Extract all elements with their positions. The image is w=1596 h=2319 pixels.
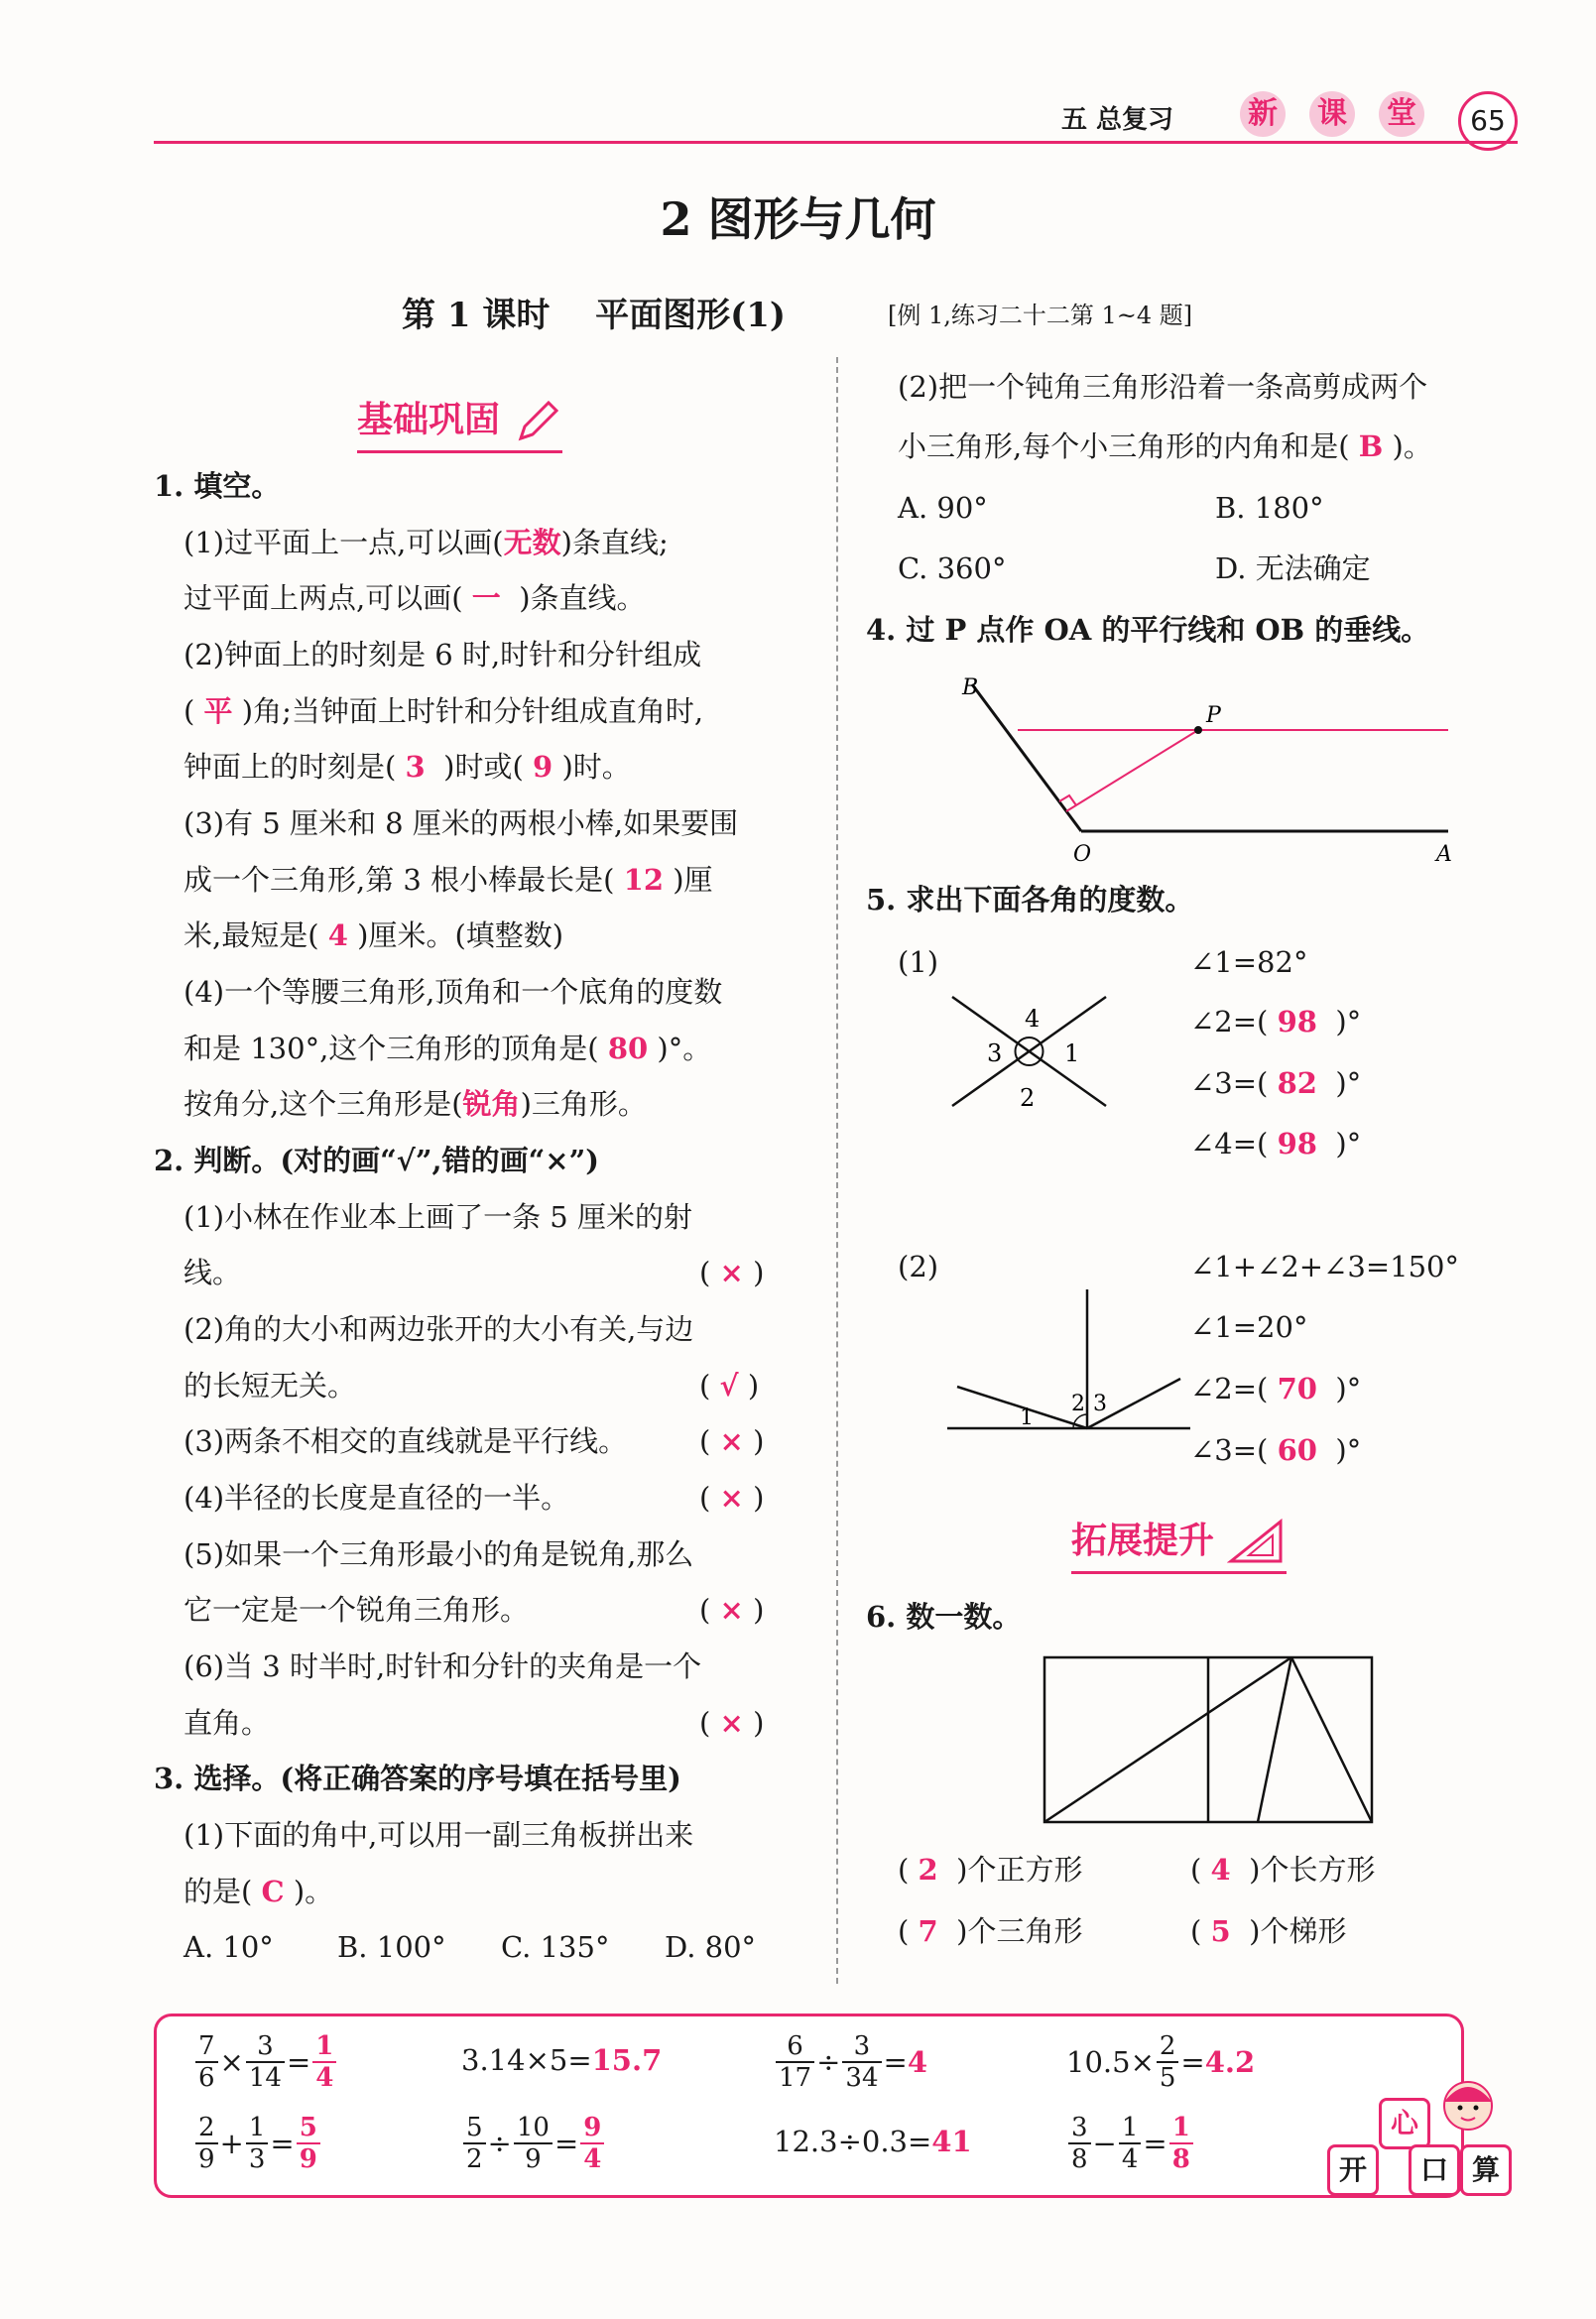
q2-item: 它一定是一个锐角三角形。 (184, 1593, 530, 1627)
q5-row: ∠4=( 98 )° (1190, 1127, 1362, 1160)
q5-row: ∠2=( 98 )° (1190, 1005, 1362, 1038)
header-rule (154, 141, 1518, 144)
svg-text:2: 2 (1020, 1084, 1036, 1112)
brand-char: 课 (1309, 91, 1355, 137)
q2-item: (5)如果一个三角形最小的角是锐角,那么 (184, 1537, 694, 1571)
q2-answer: ( × ) (699, 1256, 765, 1289)
q1-line: (2)钟面上的时刻是 6 时,时针和分针组成 (184, 638, 702, 671)
q2-answer: ( √ ) (699, 1369, 760, 1403)
q1-line: (1)过平面上一点,可以画(无数)条直线; (184, 526, 669, 559)
triangle-ruler-icon (1227, 1518, 1287, 1567)
pencil-icon (513, 397, 562, 446)
q3-line: (2)把一个钝角三角形沿着一条高剪成两个 (898, 370, 1428, 404)
q2-item: (6)当 3 时半时,时针和分针的夹角是一个 (184, 1649, 702, 1683)
label-A: A (1436, 842, 1452, 867)
q3-option: C. 135° (501, 1930, 610, 1964)
q6-row: ( 4 )个长方形 (1190, 1853, 1376, 1887)
q3-line: 的是( C )。 (184, 1875, 334, 1908)
section-tag-basic (357, 392, 562, 453)
q1-line: 成一个三角形,第 3 根小棒最长是( 12 )厘 (184, 863, 713, 897)
q2-item: 的长短无关。 (184, 1369, 357, 1403)
label-P: P (1206, 703, 1221, 728)
section-label: 五 总复习 (1061, 105, 1174, 135)
answer: 无数 (503, 526, 561, 559)
badge-char: 心 (1379, 2098, 1430, 2149)
answer: 3 (405, 750, 426, 784)
oral-item: 10.5× $\frac{2}{5}$ = 4.2 (1066, 2031, 1256, 2093)
q6-row: ( 5 )个梯形 (1190, 1914, 1347, 1948)
badge-char: 口 (1409, 2144, 1460, 2196)
brand-char: 堂 (1379, 91, 1424, 137)
svg-text:2: 2 (1071, 1392, 1085, 1416)
q4-title: 4. 过 P 点作 OA 的平行线和 OB 的垂线。 (866, 613, 1430, 647)
svg-text:1: 1 (1020, 1405, 1034, 1430)
tag-label: 拓展提升 (1071, 1521, 1215, 1561)
q5-given: ∠1=20° (1190, 1310, 1308, 1344)
answer: 平 (203, 694, 233, 728)
oral-item: $\frac{2}{9}$ + $\frac{1}{3}$ = $\frac{5}{9}$ (193, 2113, 322, 2174)
q3-title: 3. 选择。(将正确答案的序号填在括号里) (154, 1762, 681, 1795)
q3-option: C. 360° (898, 551, 1007, 585)
label-B: B (962, 675, 979, 700)
answer: 锐角 (462, 1087, 521, 1121)
oral-item: $\frac{7}{6}$ × $\frac{3}{14}$ = $\frac{1}{4}$ (193, 2031, 338, 2093)
q3-line: 小三角形,每个小三角形的内角和是( B )。 (898, 429, 1432, 463)
q1-line: 米,最短是( 4 )厘米。(填整数) (184, 918, 564, 952)
q3-option: A. 90° (898, 491, 988, 525)
q6-row: ( 2 )个正方形 (898, 1853, 1083, 1887)
chapter-title: 2 图形与几何 (660, 192, 936, 246)
oral-item: 12.3÷0.3= 41 (774, 2125, 972, 2158)
badge-char: 算 (1460, 2144, 1512, 2196)
q2-item: (3)两条不相交的直线就是平行线。 (184, 1424, 628, 1458)
q3-option: B. 180° (1215, 491, 1324, 525)
q5-part-label: (1) (898, 945, 939, 979)
answer: B (1358, 429, 1384, 463)
answer: 80 (607, 1032, 649, 1065)
answer: C (261, 1875, 285, 1908)
brand-char: 新 (1240, 91, 1286, 137)
label-O: O (1073, 842, 1092, 867)
q3-option: D. 80° (665, 1930, 757, 1964)
q3-option: D. 无法确定 (1215, 551, 1371, 585)
q1-line: (4)一个等腰三角形,顶角和一个底角的度数 (184, 975, 723, 1009)
girl-mascot-icon (1433, 2068, 1503, 2137)
q3-option: B. 100° (337, 1930, 446, 1964)
q1-line: (3)有 5 厘米和 8 厘米的两根小棒,如果要围 (184, 806, 739, 840)
q6-title: 6. 数一数。 (866, 1600, 1022, 1634)
q3-line: (1)下面的角中,可以用一副三角板拼出来 (184, 1818, 694, 1852)
q1-title: 1. 填空。 (154, 469, 281, 503)
q2-item: (4)半径的长度是直径的一半。 (184, 1481, 570, 1515)
q6-figure (1042, 1654, 1379, 1828)
q1-line: 钟面上的时刻是( 3 )时或( 9 )时。 (184, 750, 631, 784)
q5-row: ∠2=( 70 )° (1190, 1372, 1362, 1405)
q1-line: 按角分,这个三角形是(锐角)三角形。 (184, 1087, 647, 1121)
q2-item: (2)角的大小和两边张开的大小有关,与边 (184, 1312, 694, 1346)
q4-figure (942, 665, 1468, 873)
lesson-title: 第 1 课时 平面图形(1) (402, 296, 786, 335)
answer: 9 (533, 750, 553, 784)
q5-title: 5. 求出下面各角的度数。 (866, 883, 1194, 916)
oral-item: 3.14×5= 15.7 (461, 2043, 663, 2077)
svg-text:3: 3 (987, 1039, 1003, 1067)
page-number: 65 (1458, 91, 1518, 151)
svg-text:1: 1 (1064, 1039, 1080, 1067)
section-tag-extend (1071, 1513, 1287, 1574)
q5-row: ∠3=( 82 )° (1190, 1066, 1362, 1100)
oral-item: $\frac{3}{8}$ − $\frac{1}{4}$ = $\frac{1}{8}$ (1066, 2113, 1195, 2174)
answer: 4 (327, 918, 348, 952)
q2-item: (1)小林在作业本上画了一条 5 厘米的射 (184, 1200, 692, 1234)
q2-item: 直角。 (184, 1706, 271, 1740)
q1-line: 过平面上两点,可以画( 一 )条直线。 (184, 581, 646, 615)
oral-item: $\frac{6}{17}$ ÷ $\frac{3}{34}$ = 4 (774, 2031, 927, 2093)
svg-text:3: 3 (1093, 1392, 1107, 1416)
tag-label: 基础巩固 (357, 400, 501, 440)
column-divider (836, 357, 838, 1984)
q2-title: 2. 判断。(对的画“√”,错的画“×”) (154, 1144, 599, 1177)
q2-item: 线。 (184, 1256, 242, 1289)
q5-part-label: (2) (898, 1250, 939, 1283)
q1-line: ( 平 )角;当钟面上时针和分针组成直角时, (184, 694, 704, 728)
q2-answer: ( × ) (699, 1593, 765, 1627)
q2-answer: ( × ) (699, 1424, 765, 1458)
q5-figure1 (942, 977, 1131, 1126)
q2-answer: ( × ) (699, 1481, 765, 1515)
q5-given: ∠1+∠2+∠3=150° (1190, 1250, 1459, 1283)
oral-item: $\frac{5}{2}$ ÷ $\frac{10}{9}$ = $\frac{9}{4}$ (461, 2113, 606, 2174)
q1-line: 和是 130°,这个三角形的顶角是( 80 )°。 (184, 1032, 712, 1065)
svg-text:4: 4 (1025, 1005, 1041, 1033)
q3-option: A. 10° (184, 1930, 274, 1964)
badge-char: 开 (1327, 2144, 1379, 2196)
answer: 12 (623, 863, 664, 897)
q6-row: ( 7 )个三角形 (898, 1914, 1083, 1948)
q5-given: ∠1=82° (1190, 945, 1308, 979)
q5-figure2 (942, 1280, 1200, 1438)
q5-row: ∠3=( 60 )° (1190, 1433, 1362, 1467)
answer: 一 (471, 581, 501, 615)
q2-answer: ( × ) (699, 1706, 765, 1740)
lesson-reference: [例 1,练习二十二第 1~4 题] (888, 302, 1193, 329)
